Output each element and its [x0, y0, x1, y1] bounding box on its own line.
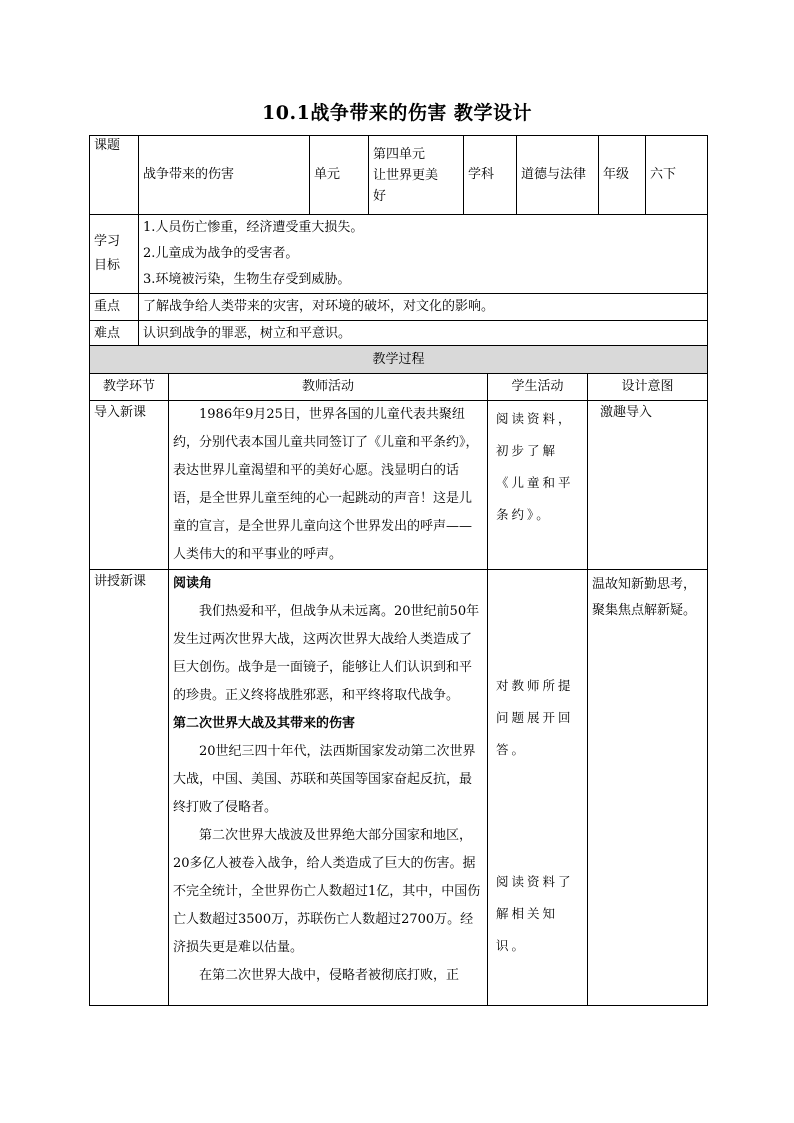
student-cell: [488, 401, 588, 570]
objective-item: 1.人员伤亡惨重，经济遭受重大损失。: [143, 220, 364, 235]
page-title: 10.1战争带来的伤害 教学设计: [262, 102, 532, 124]
column-header: 学生活动: [488, 374, 588, 401]
subject-value: 道德与法律: [517, 136, 599, 215]
student-activity: 阅读资料了解相关知识。: [496, 874, 574, 953]
course-value: 战争带来的伤害: [139, 136, 310, 215]
teacher-paragraph: 我们热爱和平，但战争从未远离。20世纪前50年发生过两次世界大战，这两次世界大战给人类造成了巨大创伤。战争是一面镜子，能够让人们认识到和平的珍贵。正义终将战胜邪恶，和平终将取代战争。: [173, 604, 480, 703]
teacher-paragraph: 第二次世界大战波及世界绝大部分国家和地区，20多亿人被卷入战争，给人类造成了巨大的伤害。据不完全统计，全世界伤亡人数超过1亿，其中，中国伤亡人数超过3500万，苏联伤亡人数超过2700万。经济损失更是难以估量。: [173, 828, 481, 955]
section-heading: 阅读角: [173, 576, 213, 591]
table-row: [90, 570, 708, 1006]
teacher-cell: [169, 401, 488, 570]
unit-label: 单元: [310, 136, 369, 215]
keypoint-label: 重点: [90, 294, 139, 321]
course-label: 课题: [90, 136, 139, 215]
student-cell: [488, 570, 588, 1006]
teacher-paragraph: 1986年9月25日，世界各国的儿童代表共聚纽约，分别代表本国儿童共同签订了《儿童和平条约》，表达世界儿童渴望和平的美好心愿。浅显明白的话语，是全世界儿童至纯的心一起跳动的声音！这是儿童的宣言，是全世界儿童向这个世界发出的呼声——人类伟大的和平事业的呼声。: [173, 407, 479, 562]
teacher-paragraph: 在第二次世界大战中，侵略者被彻底打败，正: [199, 968, 460, 983]
grade-label: 年级: [599, 136, 646, 215]
subject-label: 学科: [464, 136, 517, 215]
teacher-cell: [169, 570, 488, 1006]
keypoint-value: 了解战争给人类带来的灾害，对环境的破坏，对文化的影响。: [139, 294, 708, 321]
info-table: [89, 135, 708, 348]
intent-cell: 温故知新勤思考，聚集焦点解新疑。: [588, 570, 708, 1006]
objectives-list: [139, 215, 708, 294]
objective-item: 3.环境被污染，生物生存受到威胁。: [143, 272, 351, 287]
difficulty-value: 认识到战争的罪恶，树立和平意识。: [139, 321, 708, 348]
table-row: [90, 401, 708, 570]
unit-value: 第四单元 让世界更美 好: [369, 136, 464, 215]
column-header: 教学环节: [90, 374, 169, 401]
intent-cell: 激趣导入: [588, 401, 708, 570]
stage-cell: 导入新课: [90, 401, 169, 570]
process-title: 教学过程: [90, 346, 708, 374]
column-header: 教师活动: [169, 374, 488, 401]
grade-value: 六下: [646, 136, 708, 215]
student-activity: 阅读资料，初步了解《儿童和平条约》。: [496, 411, 574, 522]
objectives-label: 学习 目标: [90, 215, 139, 294]
difficulty-label: 难点: [90, 321, 139, 348]
stage-cell: 讲授新课: [90, 570, 169, 1006]
section-heading: 第二次世界大战及其带来的伤害: [173, 716, 356, 731]
objective-item: 2.儿童成为战争的受害者。: [143, 246, 299, 261]
teacher-paragraph: 20世纪三四十年代，法西斯国家发动第二次世界大战，中国、美国、苏联和英国等国家奋起反抗，最终打败了侵略者。: [173, 744, 476, 815]
column-header: 设计意图: [588, 374, 708, 401]
student-activity: 对教师所提问题展开回答。: [496, 678, 574, 757]
process-table: [89, 345, 708, 1006]
